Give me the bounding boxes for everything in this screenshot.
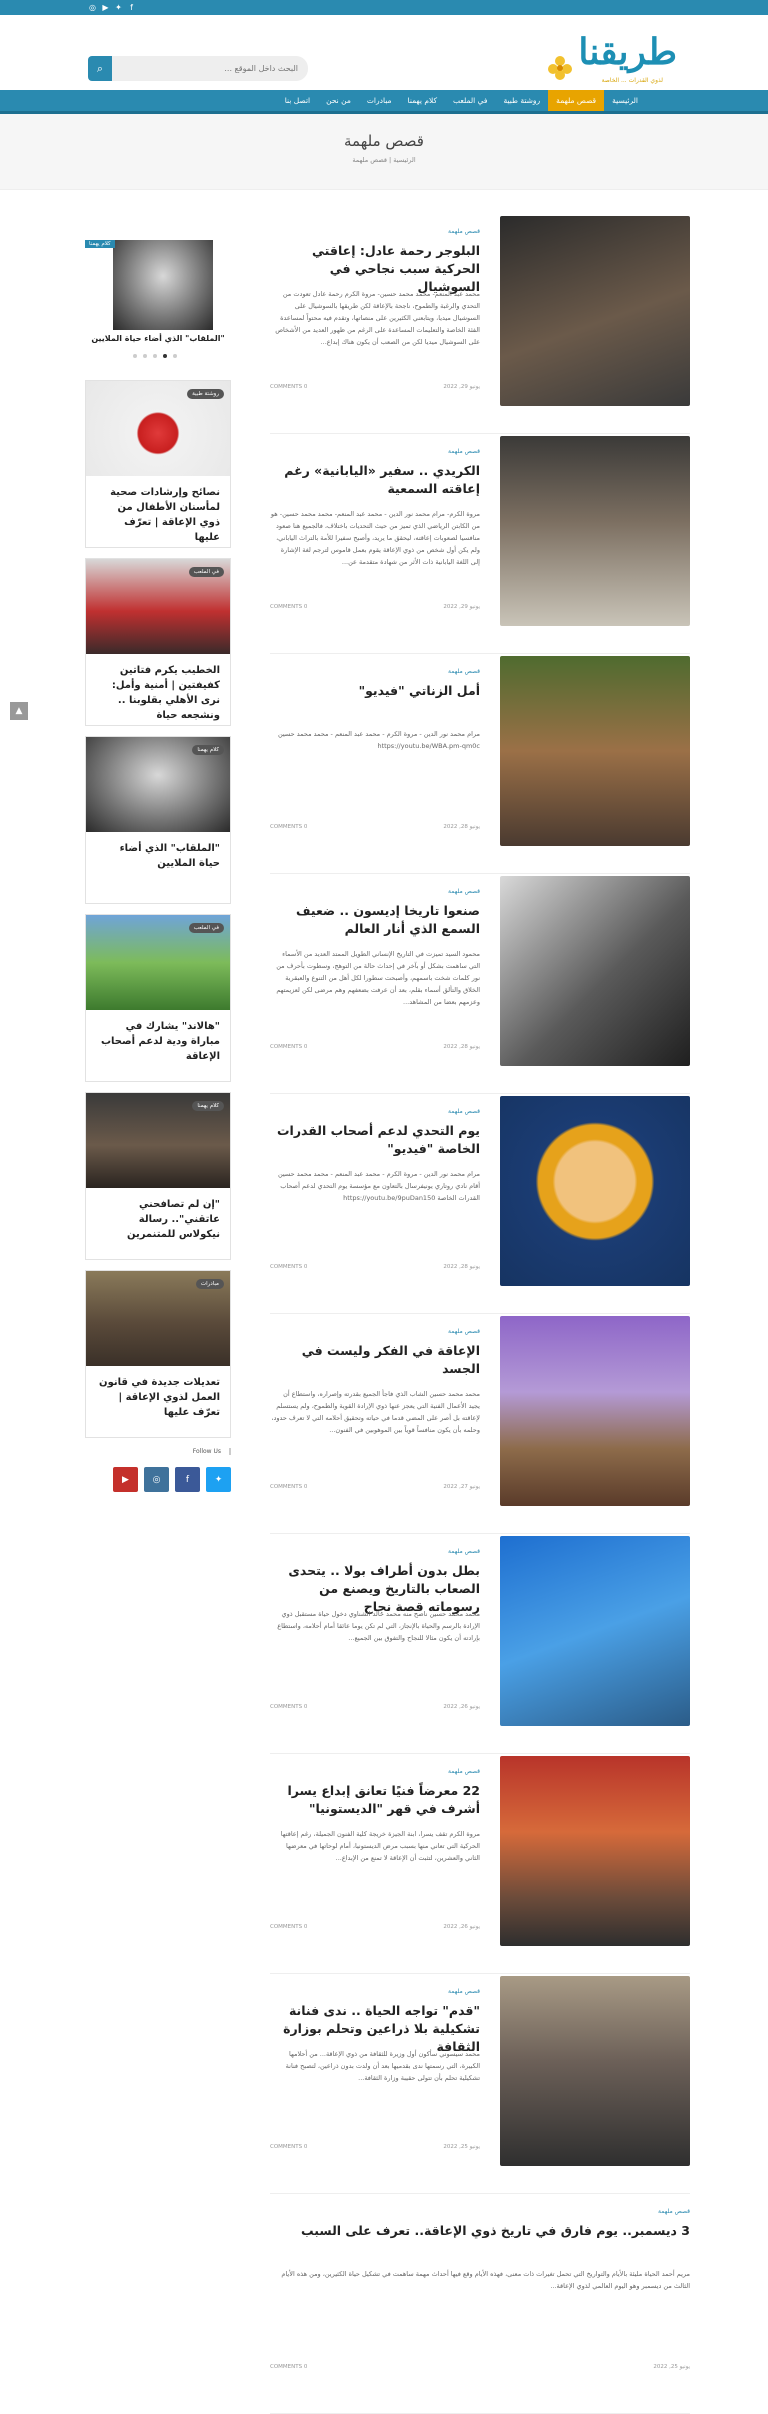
article-card — [270, 874, 690, 1094]
slider-dot[interactable] — [163, 354, 167, 358]
article-date: يونيو 29, 2022 — [443, 604, 480, 610]
article-thumbnail[interactable] — [500, 216, 690, 406]
article-excerpt: محمد سيسوني سأكون أول وزيرة للثقافة من ذوي الإعاقة... من أحلامها الكبيرة، التي رسمتها ندى بقدميها بعد أن ولدت بدون ذراعين، لتصبح فنانة تشكيلية تحلم بأن تتولى حقيبة وزارة الثقافة... — [285, 2050, 480, 2082]
nav-item-about[interactable]: من نحن — [326, 96, 351, 105]
article-date: يونيو 25, 2022 — [653, 2364, 690, 2370]
youtube-icon[interactable]: ▶ — [113, 1467, 138, 1492]
facebook-icon[interactable]: f — [130, 3, 133, 12]
slider-dot[interactable] — [173, 354, 177, 358]
slider-dot[interactable] — [133, 354, 137, 358]
search-icon: ⌕ — [96, 61, 104, 75]
article-thumbnail[interactable] — [500, 1536, 690, 1726]
nav-item-important[interactable]: كلام يهمنا — [407, 96, 438, 105]
chevron-up-icon: ▲ — [15, 706, 23, 716]
article-category[interactable]: قصص ملهمة — [658, 2208, 690, 2215]
article-comments[interactable]: COMMENTS 0 — [270, 1264, 308, 1270]
search-box — [88, 56, 308, 81]
slider-badge[interactable]: كلام يهمنا — [85, 240, 115, 248]
article-excerpt: مريم أحمد الحياة مليئة بالأيام والتواريخ التي تحمل تغيرات ذات معنى، فهذه الأيام وقع فيها أحداث مهمة ساهمت في تشكيل حياة الكثيرين، ومن هذه الأيام الثالث من ديسمبر وهو اليوم العالمي لذوي الإعاقة... — [281, 2270, 690, 2290]
twitter-icon[interactable]: ✦ — [115, 3, 122, 12]
article-meta — [270, 1704, 480, 1710]
instagram-icon[interactable]: ◎ — [144, 1467, 169, 1492]
sidebar-post-title[interactable]: "إن لم تصافحني عاتقني".. رسالة نيكولاس للمتنمرين — [126, 1199, 220, 1240]
article-meta — [270, 824, 480, 830]
top-bar — [0, 0, 768, 15]
sidebar — [85, 214, 231, 1508]
article-thumbnail[interactable] — [500, 1096, 690, 1286]
article-meta — [270, 1044, 480, 1050]
article-date: يونيو 25, 2022 — [443, 2144, 480, 2150]
nav-item-initiatives[interactable]: مبادرات — [366, 96, 392, 105]
article-comments[interactable]: COMMENTS 0 — [270, 2144, 308, 2150]
article-date: يونيو 26, 2022 — [443, 1704, 480, 1710]
article-thumbnail[interactable] — [500, 1976, 690, 2166]
sidebar-post-badge[interactable]: روشتة طبية — [187, 389, 224, 399]
article-title[interactable]: بطل بدون أطراف بولا .. يتحدى الصعاب بالتاريخ ويصنع من رسوماته قصة نجاح — [288, 1563, 480, 1614]
slider-dots — [133, 354, 177, 358]
twitter-icon[interactable]: ✦ — [206, 1467, 231, 1492]
nav-item-sports[interactable]: في الملعب — [453, 96, 488, 105]
article-card — [270, 654, 690, 874]
article-card — [270, 214, 690, 434]
page-title-bar — [0, 114, 768, 190]
flower-icon — [547, 55, 573, 81]
article-comments[interactable]: COMMENTS 0 — [270, 1044, 308, 1050]
sidebar-post[interactable] — [85, 558, 231, 726]
slider-dot[interactable] — [153, 354, 157, 358]
search-input[interactable] — [112, 56, 308, 81]
slider-dot[interactable] — [143, 354, 147, 358]
page-title: قصص ملهمة — [344, 132, 424, 150]
article-card — [270, 1314, 690, 1534]
article-meta — [270, 604, 480, 610]
sidebar-post-title[interactable]: الخطيب يكرم فتاتين كفيفتين | أمنية وأمل: نرى الأهلي بقلوبنا .. ونشجعه حياة — [111, 665, 220, 721]
article-title[interactable]: البلوجر رحمة عادل: إعاقتي الحركية سبب نجاحي في السوشيال — [312, 243, 480, 294]
article-thumbnail[interactable] — [500, 1316, 690, 1506]
sidebar-post[interactable] — [85, 1270, 231, 1438]
sidebar-post-badge[interactable]: في الملعب — [189, 567, 224, 577]
article-title[interactable]: الإعاقة في الفكر وليست في الجسد — [301, 1343, 480, 1376]
sidebar-post[interactable] — [85, 380, 231, 548]
article-excerpt: محمود السيد تميزت في التاريخ الإنساني الطويل الممتد العديد من الأسماء التي ساهمت بشكل أو بآخر في إحداث حالة من التوهج، وسطوت بأحرف من نور كلمات شخت باسمهم، وأصبحت سطورا لكل أهل من التنوع والعبقرية الخلاق والتألق أسماء بقلم، بعد أن عرفت بضعفهم وهم مرضى لكن لعزيمتهم وعزمهم بعضا من المشاهد... — [276, 950, 480, 1006]
article-comments[interactable]: COMMENTS 0 — [270, 824, 308, 830]
article-card — [270, 2194, 690, 2414]
sidebar-post-title[interactable]: "هالاند" يشارك في مباراة ودية لدعم أصحاب الإعاقة — [100, 1021, 220, 1062]
sidebar-post-title[interactable]: نصائح وإرشادات صحية لمأسنان الأطفال من ذوي الإعاقة | تعرّف عليها — [110, 487, 220, 543]
article-excerpt: مرام محمد نور الدين - مروة الكرم - محمد عبد المنعم - محمد محمد حسين https://youtu.be/WBA.pm-qm0c — [277, 730, 480, 750]
article-meta — [270, 1484, 480, 1490]
article-category[interactable]: قصص ملهمة — [448, 1548, 480, 1555]
sidebar-post[interactable] — [85, 1092, 231, 1260]
youtube-icon[interactable]: ▶ — [102, 3, 109, 12]
sidebar-post-badge[interactable]: مبادرات — [196, 1279, 224, 1289]
article-category[interactable]: قصص ملهمة — [448, 668, 480, 675]
article-excerpt: مروة الكرم تقف يسرا، ابنة الجيزة خريجة كلية الفنون الجميلة، رغم إعاقتها الحركية التي تعاني منها بسبب مرض الديستونيا، أمام لوحاتها في معرضها الثاني والعشرين، لتثبت أن الإعاقة لا تمنع من الإبداع... — [280, 1830, 480, 1862]
facebook-icon[interactable]: f — [175, 1467, 200, 1492]
article-date: يونيو 26, 2022 — [443, 1924, 480, 1930]
article-date: يونيو 29, 2022 — [443, 384, 480, 390]
article-excerpt: مروة الكرم- مرام محمد نور الدين - محمد عبد المنعم- محمد محمد حسين- هو من الكابتن الرياضي الذي تميز من حيث التحديات باختلاف، فالجميع هنا صعود منافسيا لصعوبات إعاقته، ليحقق ما يريد، وأصبح سفيرا للأمة بالتراث الياباني، ولم يكن أول شخص من ذوي الإعاقة يقوم بعمل قاموس لترجم لغة الإشارة إلى اللغة اليابانية ذات الأثر من شهادة متقدمة عن... — [270, 510, 480, 566]
follow-us — [85, 1448, 231, 1508]
article-comments[interactable]: COMMENTS 0 — [270, 384, 308, 390]
article-category[interactable]: قصص ملهمة — [448, 1768, 480, 1775]
article-title[interactable]: الكريدي .. سفير «اليابانية» رغم إعاقته السمعية — [284, 463, 480, 496]
article-category[interactable]: قصص ملهمة — [448, 1108, 480, 1115]
article-meta — [270, 1264, 480, 1270]
logo-text: طريقنا — [578, 31, 677, 73]
article-title[interactable]: يوم التحدي لدعم أصحاب القدرات الخاصة "فيديو" — [277, 1123, 480, 1156]
article-category[interactable]: قصص ملهمة — [448, 1328, 480, 1335]
follow-label: Follow Us — [85, 1448, 231, 1455]
breadcrumb[interactable]: الرئيسية | قصص ملهمة — [352, 156, 416, 164]
articles-feed — [270, 214, 690, 2414]
article-date: يونيو 27, 2022 — [443, 1484, 480, 1490]
article-title[interactable]: 22 معرضاً فنيًا تعانق إبداع يسرا أشرف في قهر "الديستونيا" — [287, 1783, 480, 1816]
logo-tagline: لذوي القدرات ... الخاصة — [601, 77, 663, 84]
article-date: يونيو 28, 2022 — [443, 824, 480, 830]
scroll-to-top-button[interactable] — [10, 702, 28, 720]
article-comments[interactable]: COMMENTS 0 — [270, 2364, 308, 2370]
slider-title[interactable]: "الملقاب" الذي أضاء حياة الملايين — [91, 334, 225, 343]
article-category[interactable]: قصص ملهمة — [448, 448, 480, 455]
instagram-icon[interactable]: ◎ — [89, 3, 96, 12]
sidebar-post-badge[interactable]: كلام يهمنا — [192, 745, 224, 755]
sidebar-post-title[interactable]: "الملقاب" الذي أضاء حياة الملايين — [119, 843, 220, 869]
article-title[interactable]: أمل الزناتي "فيديو" — [358, 683, 480, 698]
nav-item-medical[interactable]: روشتة طبية — [503, 96, 541, 105]
article-excerpt: محمد عبد المنعم- محمد محمد حسين- مروة الكرم رحمة عادل تعودت من التحدي والرغبة والطموح، ناجحة بالإعاقة لكن طريقها بالسوشيال على السوشيال ميديا، ويتابعني الكثيرين على منصاتها، وتقدم فيه محتواً لمساعدة الفئة الخاصة والتعليمات المساعدة على الرغم من ظهور العديد من الأشخاص على السوشيال ميديا لكن من الصعب أن يكون هناك إبداع... — [275, 290, 480, 346]
site-logo[interactable] — [545, 33, 685, 88]
sidebar-post[interactable] — [85, 914, 231, 1082]
article-card — [270, 1534, 690, 1754]
article-comments[interactable]: COMMENTS 0 — [270, 604, 308, 610]
article-title[interactable]: 3 ديسمبر.. يوم فارق في تاريخ ذوي الإعاقة.. تعرف على السبب — [301, 2223, 690, 2238]
article-title[interactable]: "قدم" تواجه الحياة .. ندى فنانة تشكيلية بلا ذراعين وتحلم بوزارة الثقافة — [283, 2003, 480, 2054]
nav-item-contact[interactable]: اتصل بنا — [284, 96, 311, 105]
article-thumbnail[interactable] — [500, 436, 690, 626]
article-comments[interactable]: COMMENTS 0 — [270, 1484, 308, 1490]
article-category[interactable]: قصص ملهمة — [448, 1988, 480, 1995]
article-thumbnail[interactable] — [500, 656, 690, 846]
featured-slider[interactable] — [85, 214, 231, 370]
article-category[interactable]: قصص ملهمة — [448, 228, 480, 235]
article-card — [270, 1094, 690, 1314]
article-meta — [270, 2364, 690, 2370]
article-date: يونيو 28, 2022 — [443, 1264, 480, 1270]
article-card — [270, 1974, 690, 2194]
article-card — [270, 434, 690, 654]
nav-item-inspiring-stories[interactable]: قصص ملهمة — [548, 90, 604, 111]
article-excerpt: مرام محمد نور الدين - مروة الكرم - محمد عبد المنعم - محمد محمد حسين أقام نادي روتاري يونيفرسال بالتعاون مع مؤسسة يوم التحدي لدعم أصحاب القدرات الخاصة https://youtu.be/9puDan150 — [277, 1170, 480, 1202]
sidebar-post-badge[interactable]: كلام يهمنا — [192, 1101, 224, 1111]
article-comments[interactable]: COMMENTS 0 — [270, 1924, 308, 1930]
article-meta — [270, 1924, 480, 1930]
main-nav — [0, 90, 768, 114]
sidebar-post-badge[interactable]: في الملعب — [189, 923, 224, 933]
search-button[interactable] — [88, 56, 112, 81]
site-header — [0, 15, 768, 90]
slider-image[interactable] — [113, 240, 213, 330]
article-thumbnail[interactable] — [500, 876, 690, 1066]
article-category[interactable]: قصص ملهمة — [448, 888, 480, 895]
article-title[interactable]: صنعوا تاريخا إديسون .. ضعيف السمع الذي أنار العالم — [296, 903, 480, 936]
sidebar-post[interactable] — [85, 736, 231, 904]
article-comments[interactable]: COMMENTS 0 — [270, 1704, 308, 1710]
article-excerpt: محمد محمد حسين الشاب الذي فاجأ الجميع بقدرته وإصراره، واستطاع أن يجيد الأعمال الفنية التي يعجز عنها ذوي الإرادة القوية والطموح، ولم يستسلم لإعاقته بل أصر على المضي قدما في حياته وتحقيق أحلامه التي لا تعرف حدود، وحلمه بأن يكون منافساً قوياً بين الموهوبين في الفنون... — [271, 1390, 480, 1434]
article-excerpt: محمد محمد حسين ناصح منه محمد خالد الشناوي دخول حياة مستقبل ذوي الإرادة بالرسم والحياة بالإنجاز، التي لم تكن يوما عائقا أمام أحلامه، واستطاع بإرادته أن يكون مثالا للنجاح والتفوق بين الجميع... — [277, 1610, 480, 1642]
nav-item-home[interactable]: الرئيسية — [612, 96, 638, 105]
social-links — [85, 1467, 231, 1492]
article-card — [270, 1754, 690, 1974]
article-date: يونيو 28, 2022 — [443, 1044, 480, 1050]
article-thumbnail[interactable] — [500, 1756, 690, 1946]
article-meta — [270, 2144, 480, 2150]
sidebar-post-title[interactable]: تعديلات جديدة في قانون العمل لذوي الإعاقة | تعرّف عليها — [99, 1377, 220, 1418]
article-meta — [270, 384, 480, 390]
